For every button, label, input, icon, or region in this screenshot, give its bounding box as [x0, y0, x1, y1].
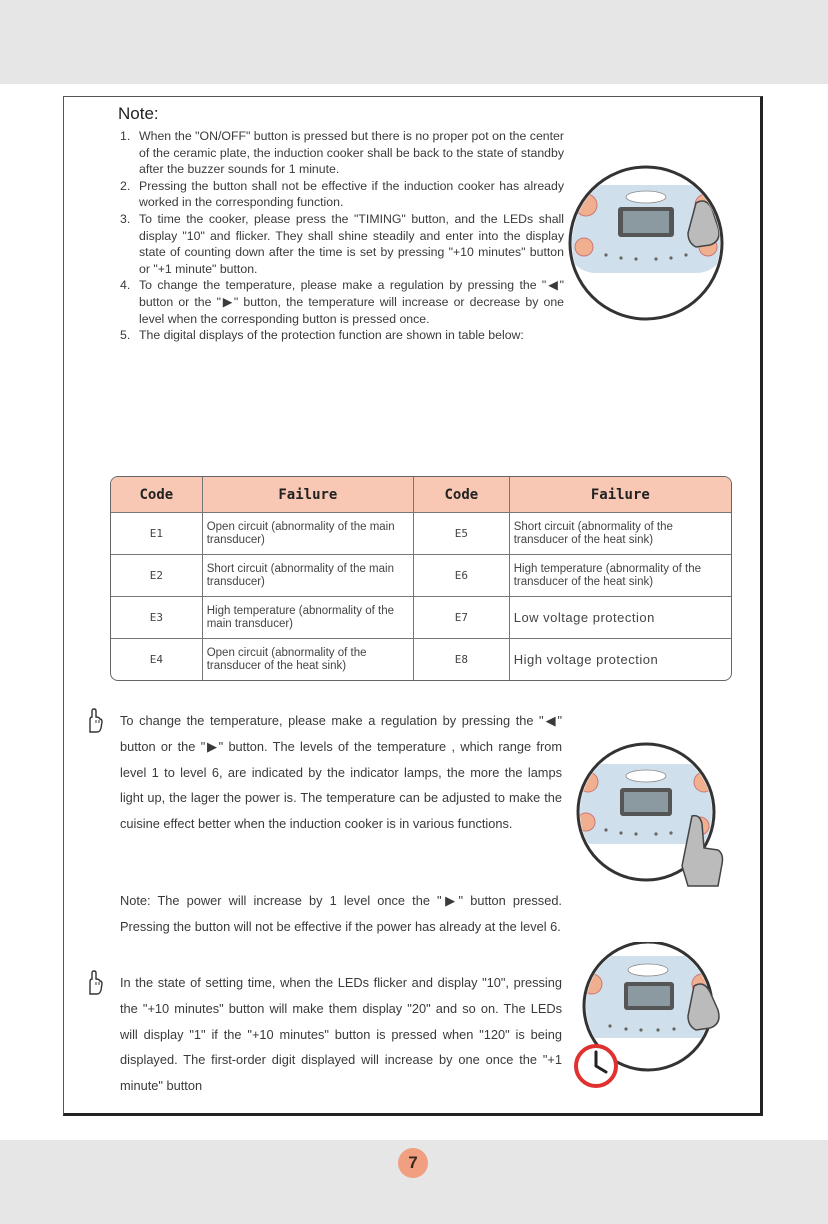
cooker-panel-photo-1	[566, 163, 726, 323]
note-text: Pressing the button shall not be effective if the induction cooker has already worked in the corresponding function.	[139, 178, 564, 210]
failure-cell: High voltage protection	[513, 652, 659, 667]
code-cell: E3	[111, 597, 203, 639]
failure-cell: Open circuit (abnormality of the main transducer)	[203, 513, 414, 555]
header-code: Code	[111, 477, 203, 513]
cooker-panel-photo-2	[566, 740, 726, 890]
header-failure: Failure	[510, 477, 731, 513]
note-text: To change the temperature, please make a regulation by pressing the "◀" button or the "▶" button, the temperature will increase or decrease by one level when the corresponding button is pressed once.	[139, 278, 564, 326]
note-item	[120, 128, 564, 178]
note-text: To time the cooker, please press the "TIMING" button, and the LEDs shall display "10" and flicker. They shall shine steadily and enter into the display state of counting down after the time is set by pressing "+10 minutes" button or "+1 minute" button.	[139, 211, 564, 276]
code-cell: E1	[111, 513, 203, 555]
protection-code-table	[110, 476, 732, 681]
table-row	[111, 513, 731, 555]
code-cell: E6	[414, 555, 510, 597]
note-item	[120, 178, 564, 211]
note-title: Note:	[118, 104, 159, 123]
cooker-panel-photo-3	[566, 942, 736, 1092]
failure-cell: High temperature (abnormality of the main transducer)	[203, 597, 414, 639]
table-row	[111, 639, 731, 680]
top-margin-band	[0, 0, 828, 84]
note-number: 4.	[120, 278, 131, 293]
note-item	[120, 277, 564, 327]
note-text: The digital displays of the protection function are shown in table below:	[139, 328, 524, 343]
note-item	[120, 211, 564, 277]
notes-list	[120, 128, 564, 344]
note-text: When the "ON/OFF" button is pressed but there is no proper pot on the center of the ceramic plate, the induction cooker shall be back to the state of standby after the buzzer sounds for 1 minute.	[139, 129, 564, 177]
pointing-hand-icon	[84, 708, 104, 734]
failure-cell: Open circuit (abnormality of the transducer of the heat sink)	[203, 639, 414, 680]
note-number: 5.	[120, 328, 131, 343]
temperature-paragraph: To change the temperature, please make a regulation by pressing the "◀" button or the "▶" button. The levels of the temperature , which range from level 1 to level 6, are indicated by the indicator lamps, the more the lamps light up, the lager the power is. The temperature can be adjusted to make the cuisine effect better when the induction cooker is in various functions.	[120, 713, 562, 832]
power-note-paragraph: Note: The power will increase by 1 level once the "▶" button pressed. Pressing the button will not be effective if the power has already at the level 6.	[120, 893, 562, 934]
note-number: 3.	[120, 211, 131, 226]
code-cell: E7	[414, 597, 510, 639]
note-number: 1.	[120, 129, 131, 143]
pointing-hand-icon	[84, 970, 104, 996]
table-header-row	[111, 477, 731, 513]
header-code: Code	[414, 477, 510, 513]
code-cell: E5	[414, 513, 510, 555]
code-cell: E4	[111, 639, 203, 680]
page-number-badge: 7	[398, 1148, 428, 1178]
header-failure: Failure	[203, 477, 414, 513]
table-row	[111, 597, 731, 639]
table-row	[111, 555, 731, 597]
timing-paragraph: In the state of setting time, when the LEDs flicker and display "10", pressing the "+10 minutes" button will make them display "20" and so on. The LEDs will display "1" if the "+10 minutes" button is pressed when "120" is being displayed. The first-order digit displayed will increase by one once the "+1 minute" button	[120, 975, 562, 1094]
failure-cell: High temperature (abnormality of the transducer of the heat sink)	[510, 555, 731, 597]
code-cell: E2	[111, 555, 203, 597]
failure-cell: Short circuit (abnormality of the main transducer)	[203, 555, 414, 597]
note-number: 2.	[120, 178, 131, 193]
code-cell: E8	[414, 639, 510, 680]
failure-cell: Low voltage protection	[510, 597, 731, 639]
failure-cell: Short circuit (abnormality of the transducer of the heat sink)	[510, 513, 731, 555]
note-item	[120, 327, 564, 344]
